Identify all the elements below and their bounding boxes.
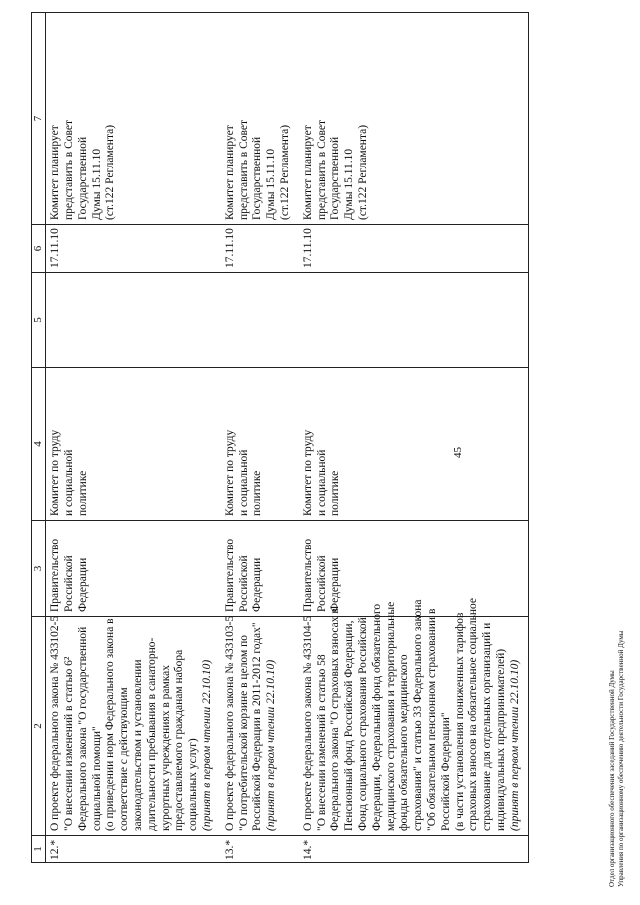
- empty-cell: [46, 273, 221, 368]
- empty-cell: [299, 273, 529, 368]
- text-line: и социальной: [315, 449, 328, 516]
- text-line: Комитет планирует: [301, 125, 314, 220]
- column-header: 3: [32, 521, 46, 617]
- text-line: Государственной: [76, 136, 89, 220]
- text-line: (принят в первом чтении 22.10.10): [508, 659, 521, 831]
- text-line: Комитет по труду: [49, 429, 62, 516]
- bill-description: [299, 597, 529, 836]
- text-line: страхование для отдельных организаций и: [481, 622, 494, 831]
- column-header: 1: [32, 836, 46, 863]
- text-line: Думы 15.11.10: [265, 148, 278, 220]
- text-line: (ст.122 Регламента): [356, 124, 369, 220]
- text-line: Федерации: [76, 557, 89, 612]
- text-line: страхования" и статью 33 Федерального закона: [412, 599, 425, 831]
- committee-cell: [221, 368, 299, 521]
- text-line: и социальной: [62, 449, 75, 516]
- text-line: курортных учреждениях в рамках: [159, 664, 172, 831]
- text-line: "О внесении изменений в статью 58: [315, 654, 328, 831]
- text-line: Комитет по труду: [301, 429, 314, 516]
- text-line: "О потребительской корзине в целом по: [237, 634, 250, 831]
- text-line: Правительство: [223, 538, 236, 612]
- column-header: 6: [32, 225, 46, 273]
- table-row: [46, 13, 221, 863]
- bill-description: [46, 617, 221, 836]
- text-line: Российской Федерации": [439, 712, 452, 831]
- text-line: представить в Совет: [315, 119, 328, 220]
- text-line: Комитет по труду: [223, 429, 236, 516]
- text-line: (принят в первом чтении 22.10.10): [265, 659, 278, 831]
- text-line: "Об обязательном пенсионном страховании в: [425, 608, 438, 831]
- text-line: Правительство: [49, 538, 62, 612]
- date-cell: 17.11.10: [46, 225, 221, 273]
- footer-department: Отдел организационного обеспечения заседаний Государственной Думы: [608, 670, 616, 887]
- text-line: "О внесении изменений в статью 6²: [62, 656, 75, 831]
- text-line: О проекте федерального закона № 433104-5: [301, 615, 314, 831]
- text-line: (ст.122 Регламента): [104, 124, 117, 220]
- text-line: Комитет планирует: [223, 125, 236, 220]
- table-header-row: [32, 13, 46, 863]
- column-header: 7: [32, 13, 46, 225]
- initiator-cell: [46, 521, 221, 617]
- text-line: социальных услуг): [187, 738, 200, 831]
- text-line: (в части установления пониженных тарифов: [453, 612, 466, 831]
- text-line: Российской Федерации в 2011-2012 годах": [251, 622, 264, 831]
- text-line: политике: [251, 470, 264, 516]
- text-line: (ст.122 Регламента): [278, 124, 291, 220]
- note-cell: [46, 13, 221, 225]
- date-cell: 17.11.10: [299, 225, 529, 273]
- row-number: 12.*: [46, 836, 221, 863]
- table-row: [299, 13, 529, 863]
- row-number: 14.*: [299, 836, 529, 863]
- text-line: Пенсионный фонд Российской Федерации,: [343, 620, 356, 831]
- empty-cell: [221, 273, 299, 368]
- text-line: фонды обязательного медицинского: [398, 654, 411, 831]
- text-line: и социальной: [237, 449, 250, 516]
- text-line: Федерации: [329, 557, 342, 612]
- date-cell: 17.11.10: [221, 225, 299, 273]
- page-number: 45: [452, 447, 464, 458]
- note-cell: [299, 13, 529, 225]
- text-line: законодательством и установлении: [131, 659, 144, 831]
- table-row: [221, 13, 299, 863]
- text-line: Федерального закона "О государственной: [76, 626, 89, 831]
- text-line: Думы 15.11.10: [343, 148, 356, 220]
- text-line: политике: [329, 470, 342, 516]
- row-number: 13.*: [221, 836, 299, 863]
- text-line: Федерации: [251, 557, 264, 612]
- text-line: Государственной: [251, 136, 264, 220]
- text-line: длительности пребывания в санаторно-: [145, 637, 158, 831]
- text-line: (принят в первом чтении 22.10.10): [200, 659, 213, 831]
- text-line: О проекте федерального закона № 433102-5: [49, 615, 62, 831]
- text-line: Российской: [62, 555, 75, 612]
- text-line: страховых взносов на обязательное социальное: [467, 597, 480, 831]
- text-line: О проекте федерального закона № 433103-5: [223, 615, 236, 831]
- note-cell: [221, 13, 299, 225]
- text-line: Государственной: [329, 136, 342, 220]
- text-line: медицинского страхования и территориальные: [384, 601, 397, 831]
- text-line: Думы 15.11.10: [90, 148, 103, 220]
- bill-description: [221, 617, 299, 836]
- committee-cell: [46, 368, 221, 521]
- column-header: 2: [32, 617, 46, 836]
- text-line: индивидуальных предпринимателей): [494, 648, 507, 831]
- text-line: социальной помощи": [90, 726, 103, 831]
- text-line: Правительство: [301, 538, 314, 612]
- text-line: представить в Совет: [62, 119, 75, 220]
- text-line: (о приведении норм Федерального закона в: [104, 618, 117, 831]
- agenda-table: [31, 12, 529, 863]
- text-line: Федерального закона "О страховых взносах в: [329, 608, 342, 831]
- text-line: Федерации, Федеральный фонд обязательного: [370, 603, 383, 831]
- text-line: предоставляемого гражданам набора: [173, 649, 186, 831]
- footer-directorate: Управления по организационному обеспечению деятельности Государственной Думы: [617, 630, 625, 887]
- text-line: Комитет планирует: [49, 125, 62, 220]
- text-line: Российской: [315, 555, 328, 612]
- initiator-cell: [221, 521, 299, 617]
- committee-cell: [299, 368, 529, 521]
- text-line: представить в Совет: [237, 119, 250, 220]
- column-header: 4: [32, 368, 46, 521]
- text-line: Российской: [237, 555, 250, 612]
- text-line: соответствие с действующим: [118, 687, 131, 831]
- column-header: 5: [32, 273, 46, 368]
- text-line: политике: [76, 470, 89, 516]
- text-line: Фонд социального страхования Российской: [356, 617, 369, 831]
